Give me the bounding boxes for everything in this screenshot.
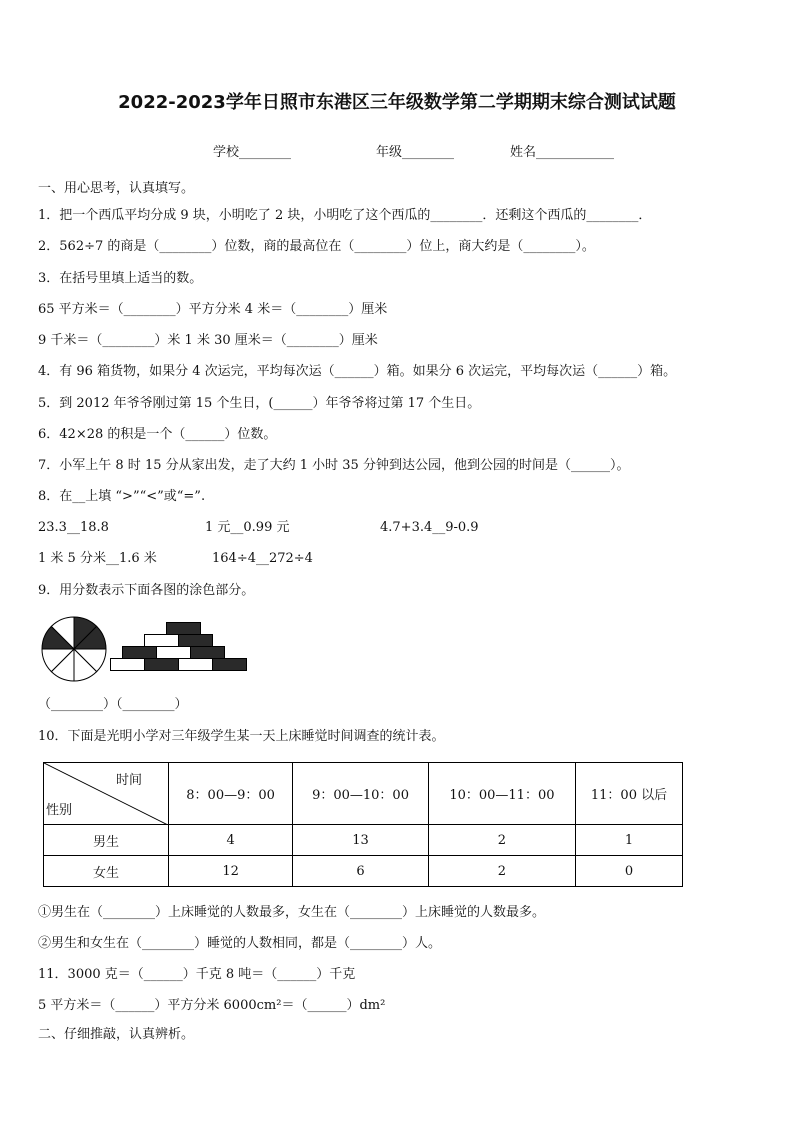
table-cell: 13 (293, 825, 429, 856)
question-8-item-5: 164÷4__272÷4 (212, 551, 313, 566)
table-cell: 2 (428, 825, 575, 856)
question-1: 1．把一个西瓜平均分成 9 块，小明吃了 2 块，小明吃了这个西瓜的________．还剩这个西瓜的________． (38, 208, 652, 223)
bedtime-table (43, 762, 683, 887)
question-11-line-b: 5 平方米＝（______）平方分米 6000cm²＝（______）dm² (38, 998, 386, 1013)
question-9-answers: （________）（________） (38, 697, 188, 712)
question-10-part-1: ①男生在（________）上床睡觉的人数最多，女生在（________）上床睡觉的人数最多。 (38, 905, 546, 920)
table-header-row (44, 763, 683, 825)
table-header-cell: 9：00—10：00 (293, 763, 429, 825)
table-row (44, 825, 683, 856)
question-8-item-4: 1 米 5 分米__1.6 米 (38, 551, 157, 566)
table-cell: 0 (575, 856, 682, 887)
table-cell: 12 (169, 856, 293, 887)
section-1-heading: 一、用心思考，认真填写。 (38, 181, 195, 196)
table-header-cell: 10：00—11：00 (428, 763, 575, 825)
question-6: 6．42×28 的积是一个（______）位数。 (38, 427, 277, 442)
table-row (44, 856, 683, 887)
table-cell: 6 (293, 856, 429, 887)
table-cell: 1 (575, 825, 682, 856)
shaded-brick-figure (110, 622, 248, 674)
table-row-label: 女生 (44, 856, 169, 887)
table-row-label: 男生 (44, 825, 169, 856)
corner-label-time: 时间 (115, 773, 142, 788)
question-8-item-3: 4.7+3.4__9-0.9 (380, 520, 479, 535)
question-11-line-a: 11．3000 克＝（______）千克 8 吨＝（______）千克 (38, 967, 356, 982)
question-3-line-b: 9 千米＝（________）米 1 米 30 厘米＝（________）厘米 (38, 333, 378, 348)
question-3-line-a: 65 平方米＝（________）平方分米 4 米＝（________）厘米 (38, 302, 388, 317)
question-8-item-2: 1 元__0.99 元 (205, 520, 290, 535)
question-10: 10．下面是光明小学对三年级学生某一天上床睡觉时间调查的统计表。 (38, 729, 445, 744)
table-header-cell: 8：00—9：00 (169, 763, 293, 825)
table-header-cell: 11：00 以后 (575, 763, 682, 825)
corner-label-gender: 性别 (46, 803, 73, 818)
name-field: 姓名____________ (510, 145, 615, 160)
page-title: 2022-2023学年日照市东港区三年级数学第二学期期末综合测试试题 (118, 92, 676, 113)
question-3: 3．在括号里填上适当的数。 (38, 271, 203, 286)
table-cell: 2 (428, 856, 575, 887)
question-5: 5．到 2012 年爷爷刚过第 15 个生日，(______）年爷爷将过第 17 个生日。 (38, 396, 481, 411)
school-field: 学校________ (213, 145, 292, 160)
question-2: 2．562÷7 的商是（________）位数，商的最高位在（________）位上，商大约是（________）。 (38, 239, 595, 254)
shaded-circle-figure (40, 615, 108, 683)
question-9: 9．用分数表示下面各图的涂色部分。 (38, 583, 255, 598)
table-cell: 4 (169, 825, 293, 856)
question-7: 7．小军上午 8 时 15 分从家出发，走了大约 1 小时 35 分钟到达公园，他到公园的时间是（______）。 (38, 458, 630, 473)
table-corner-cell (44, 763, 169, 825)
question-4: 4．有 96 箱货物，如果分 4 次运完，平均每次运（______）箱。如果分 6 次运完，平均每次运（______）箱。 (38, 364, 677, 379)
question-8-item-1: 23.3__18.8 (38, 520, 109, 535)
question-8: 8．在__上填 “>”“<”或“=”. (38, 489, 206, 504)
grade-field: 年级________ (376, 145, 455, 160)
section-2-heading: 二、仔细推敲，认真辨析。 (38, 1027, 195, 1042)
question-10-part-2: ②男生和女生在（________）睡觉的人数相同，都是（________）人。 (38, 936, 442, 951)
